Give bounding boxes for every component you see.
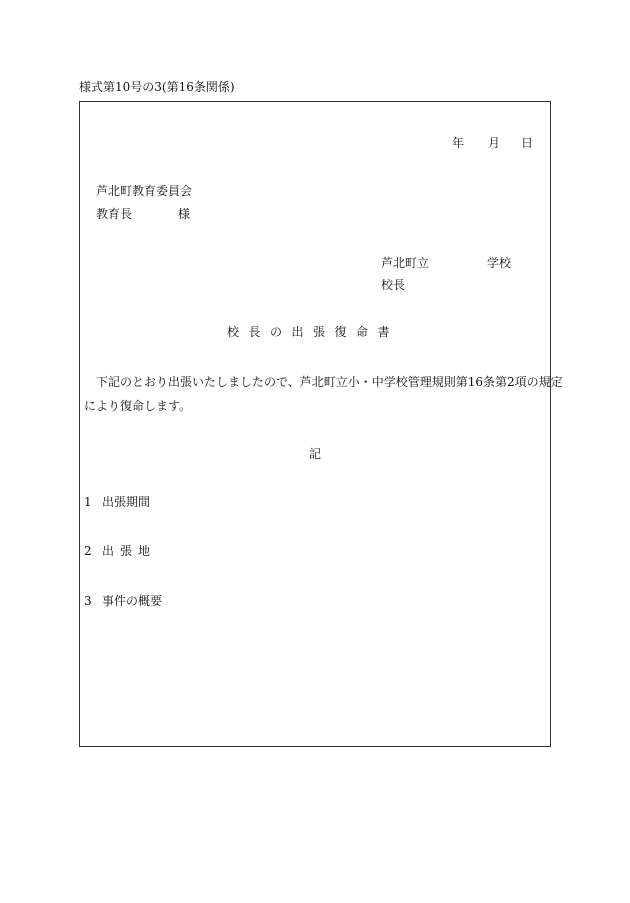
item-2-number: 2	[84, 544, 92, 558]
body-line-1: 下記のとおり出張いたしましたので、芦北町立小・中学校管理規則第16条第2項の規定	[96, 375, 563, 389]
item-3-label: 事件の概要	[102, 594, 163, 608]
sender-school: 学校	[487, 256, 512, 270]
item-3-number: 3	[84, 594, 92, 608]
sender-town: 芦北町立	[381, 256, 430, 270]
sender-principal: 校長	[381, 278, 406, 292]
note-heading: 記	[309, 447, 322, 461]
item-2-label: 出張地	[102, 544, 157, 558]
item-1-label: 出張期間	[102, 495, 151, 509]
form-number: 様式第10号の3(第16条関係)	[79, 80, 235, 94]
date-year: 年	[452, 136, 465, 150]
date-day: 日	[521, 136, 534, 150]
recipient-board: 芦北町教育委員会	[96, 184, 193, 198]
item-1-number: 1	[84, 495, 92, 509]
document-title: 校長の出張復命書	[227, 325, 400, 339]
recipient-title: 教育長	[96, 207, 133, 221]
recipient-honorific: 様	[178, 207, 191, 221]
body-line-2: により復命します。	[84, 399, 192, 413]
date-month: 月	[488, 136, 501, 150]
